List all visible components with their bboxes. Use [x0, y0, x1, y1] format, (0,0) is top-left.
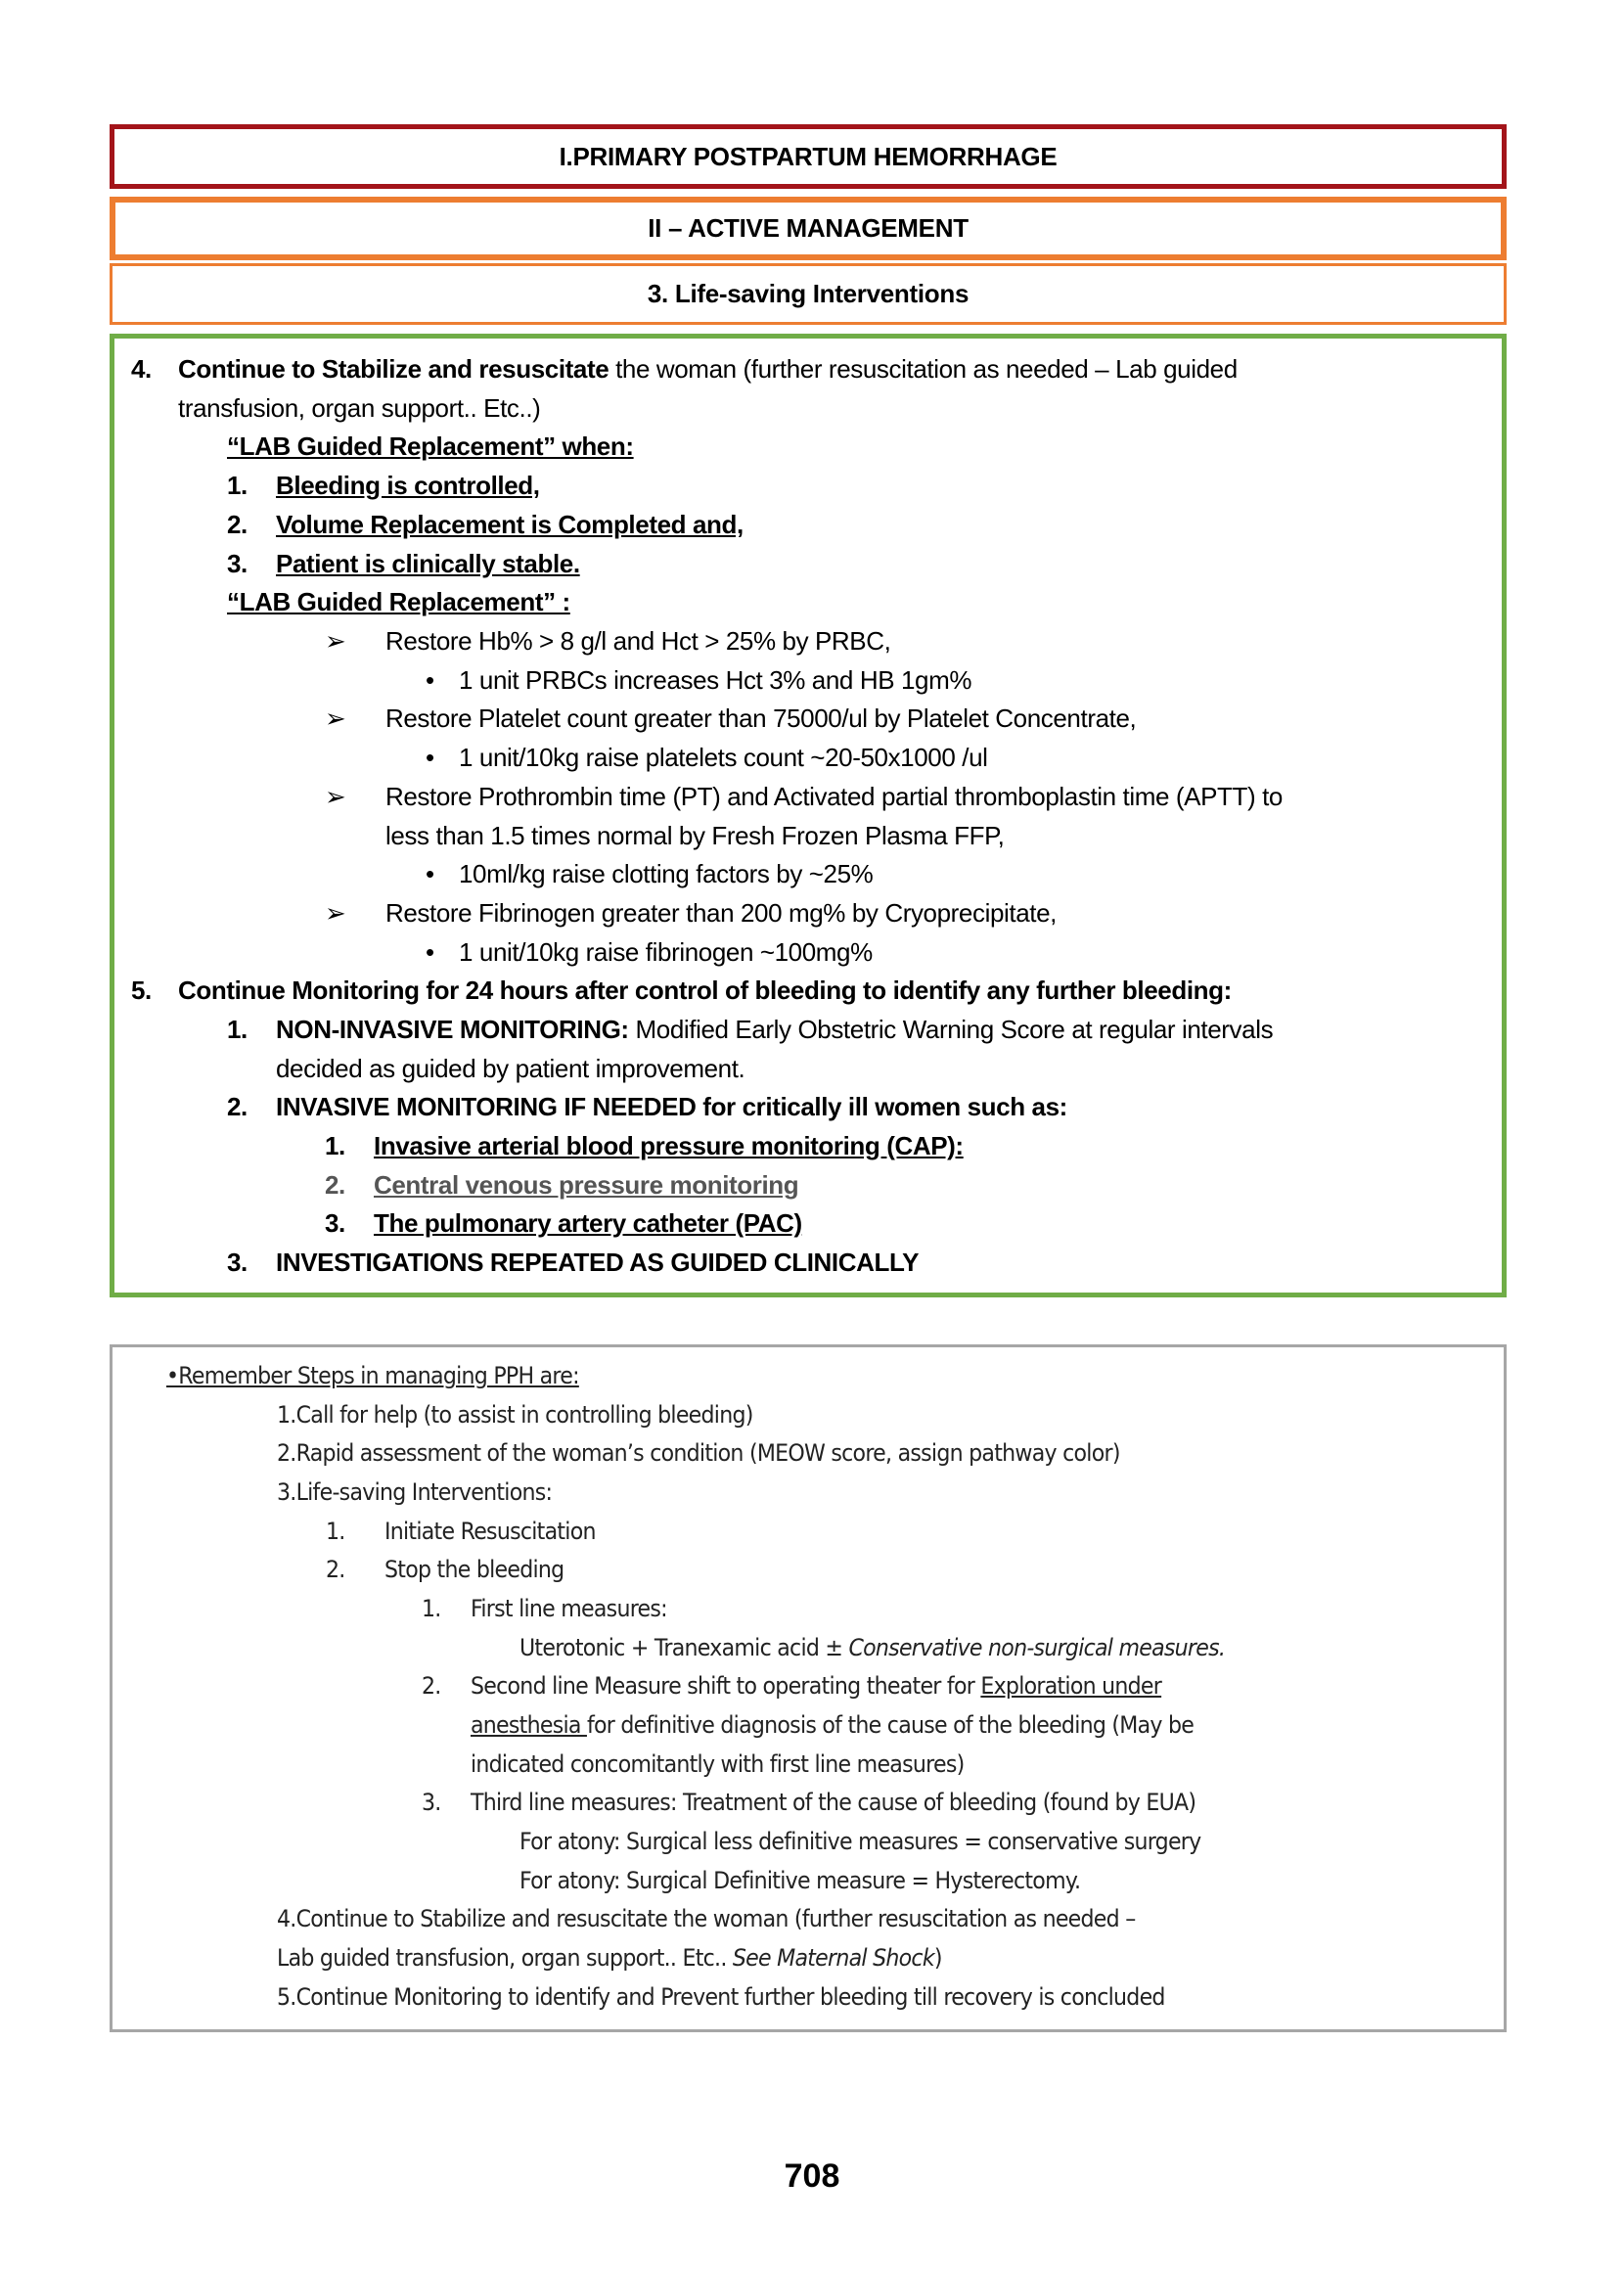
replacement-note: 1 unit/10kg raise fibrinogen ~100mg%: [459, 937, 873, 967]
step-1: 1.Call for help (to assist in controlling bleeding): [277, 1401, 753, 1429]
invasive-item: Invasive arterial blood pressure monitoring (CAP):: [374, 1131, 964, 1160]
section-header-primary-pph: [110, 124, 1507, 189]
header-text: 3. Life-saving Interventions: [647, 279, 970, 308]
condition-item: Patient is clinically stable.: [276, 549, 580, 578]
page-number: 708: [784, 2157, 840, 2195]
list-number: 3.: [227, 549, 248, 578]
replacement-item-line2: less than 1.5 times normal by Fresh Frozen Plasma FFP,: [385, 821, 1005, 850]
monitoring-desc: Modified Early Obstetric Warning Score at regular intervals: [628, 1015, 1274, 1044]
replacement-item: Restore Prothrombin time (PT) and Activated partial thromboplastin time (APTT) to: [385, 782, 1283, 811]
replacement-item: Restore Hb% > 8 g/l and Hct > 25% by PRBC,: [385, 626, 891, 656]
list-number: 1.: [227, 471, 248, 500]
lab-replacement-heading: “LAB Guided Replacement” :: [227, 587, 570, 616]
monitoring-desc-line2: decided as guided by patient improvement.: [276, 1054, 745, 1083]
list-number: 3.: [325, 1208, 345, 1238]
arrow-bullet-icon: ➢: [325, 704, 346, 733]
section-header-life-saving: [110, 263, 1507, 325]
maternal-shock-reference: See Maternal Shock: [732, 1944, 934, 1972]
list-number: 2.: [227, 510, 248, 539]
replacement-item: Restore Fibrinogen greater than 200 mg% by Cryoprecipitate,: [385, 898, 1057, 928]
bullet-icon: •: [426, 937, 434, 967]
first-line-measures: First line measures:: [471, 1595, 667, 1622]
header-text: I.PRIMARY POSTPARTUM HEMORRHAGE: [559, 141, 1058, 171]
lab-when-heading: “LAB Guided Replacement” when:: [227, 431, 634, 461]
step-4-rest: the woman (further resuscitation as needed – Lab guided: [609, 354, 1238, 384]
list-number: 1.: [326, 1518, 345, 1545]
remember-steps-box: [110, 1344, 1507, 2032]
bullet-icon: •: [426, 859, 434, 888]
arrow-bullet-icon: ➢: [325, 898, 346, 928]
second-text: for definitive diagnosis of the cause of the bleeding (May be: [586, 1711, 1195, 1739]
section-header-active-management: [110, 197, 1507, 260]
header-text: II – ACTIVE MANAGEMENT: [648, 213, 969, 243]
replacement-item: Restore Platelet count greater than 75000/ul by Platelet Concentrate,: [385, 704, 1137, 733]
step-4-cont: [277, 1938, 942, 1977]
replacement-note: 1 unit PRBCs increases Hct 3% and HB 1gm%: [459, 665, 972, 695]
lab-guided-replacement-box: [110, 334, 1507, 1297]
step-2: 2.Rapid assessment of the woman’s condition (MEOW score, assign pathway color): [277, 1439, 1120, 1467]
step-number: 5.: [131, 976, 152, 1005]
first-detail-text: Uterotonic + Tranexamic acid ±: [519, 1634, 849, 1661]
list-number: 2.: [227, 1092, 248, 1121]
condition-item: Volume Replacement is Completed and,: [276, 510, 744, 539]
second-underlined: anesthesia: [471, 1711, 587, 1739]
step-4-text: [178, 349, 1238, 388]
invasive-item: The pulmonary artery catheter (PAC): [374, 1208, 802, 1238]
step-5: 5.Continue Monitoring to identify and Prevent further bleeding till recovery is concluded: [277, 1983, 1165, 2011]
step-5-text: Continue Monitoring for 24 hours after control of bleeding to identify any further bleeding:: [178, 976, 1232, 1005]
arrow-bullet-icon: ➢: [325, 626, 346, 656]
remember-title: •Remember Steps in managing PPH are:: [166, 1362, 579, 1389]
non-invasive-monitoring: [276, 1010, 1273, 1049]
replacement-note: 1 unit/10kg raise platelets count ~20-50x1000 /ul: [459, 743, 988, 772]
first-detail-italic: Conservative non-surgical measures.: [848, 1634, 1226, 1661]
step-4: 4.Continue to Stabilize and resuscitate the woman (further resuscitation as needed –: [277, 1905, 1136, 1932]
second-line-cont: indicated concomitantly with first line measures): [471, 1750, 965, 1778]
list-number: 3.: [422, 1789, 441, 1816]
condition-item: Bleeding is controlled,: [276, 471, 540, 500]
second-underlined: Exploration under: [980, 1672, 1162, 1700]
list-number: 2.: [422, 1672, 441, 1700]
third-line-measures: Third line measures: Treatment of the cause of bleeding (found by EUA): [471, 1789, 1196, 1816]
invasive-item: Central venous pressure monitoring: [374, 1170, 799, 1200]
list-number: 1.: [422, 1595, 441, 1622]
first-line-detail: [519, 1628, 1225, 1667]
bullet-icon: •: [426, 743, 434, 772]
second-line-cont: [471, 1705, 1194, 1745]
list-number: 2.: [326, 1556, 345, 1583]
bullet-icon: •: [426, 665, 434, 695]
list-number: 1.: [325, 1131, 345, 1160]
replacement-note: 10ml/kg raise clotting factors by ~25%: [459, 859, 874, 888]
second-line-measures: [471, 1666, 1161, 1705]
investigations-text: INVESTIGATIONS REPEATED AS GUIDED CLINICALLY: [276, 1248, 920, 1277]
step-4-text: ): [933, 1944, 942, 1972]
monitoring-label: NON-INVASIVE MONITORING:: [276, 1015, 629, 1044]
step-number: 4.: [131, 354, 152, 384]
sub-step: Initiate Resuscitation: [384, 1518, 596, 1545]
invasive-monitoring-heading: INVASIVE MONITORING IF NEEDED for critically ill women such as:: [276, 1092, 1067, 1121]
list-number: 3.: [227, 1248, 248, 1277]
atony-definitive: For atony: Surgical Definitive measure = Hysterectomy.: [519, 1867, 1081, 1894]
step-4-bold: Continue to Stabilize and resuscitate: [178, 354, 609, 384]
step-4-text: Lab guided transfusion, organ support.. Etc..: [277, 1944, 733, 1972]
atony-conservative: For atony: Surgical less definitive measures = conservative surgery: [519, 1828, 1201, 1855]
step-3: 3.Life-saving Interventions:: [277, 1478, 553, 1506]
step-4-line2: transfusion, organ support.. Etc..): [178, 393, 541, 423]
list-number: 2.: [325, 1170, 345, 1200]
list-number: 1.: [227, 1015, 248, 1044]
sub-step: Stop the bleeding: [384, 1556, 564, 1583]
arrow-bullet-icon: ➢: [325, 782, 346, 811]
second-text: Second line Measure shift to operating theater for: [471, 1672, 981, 1700]
